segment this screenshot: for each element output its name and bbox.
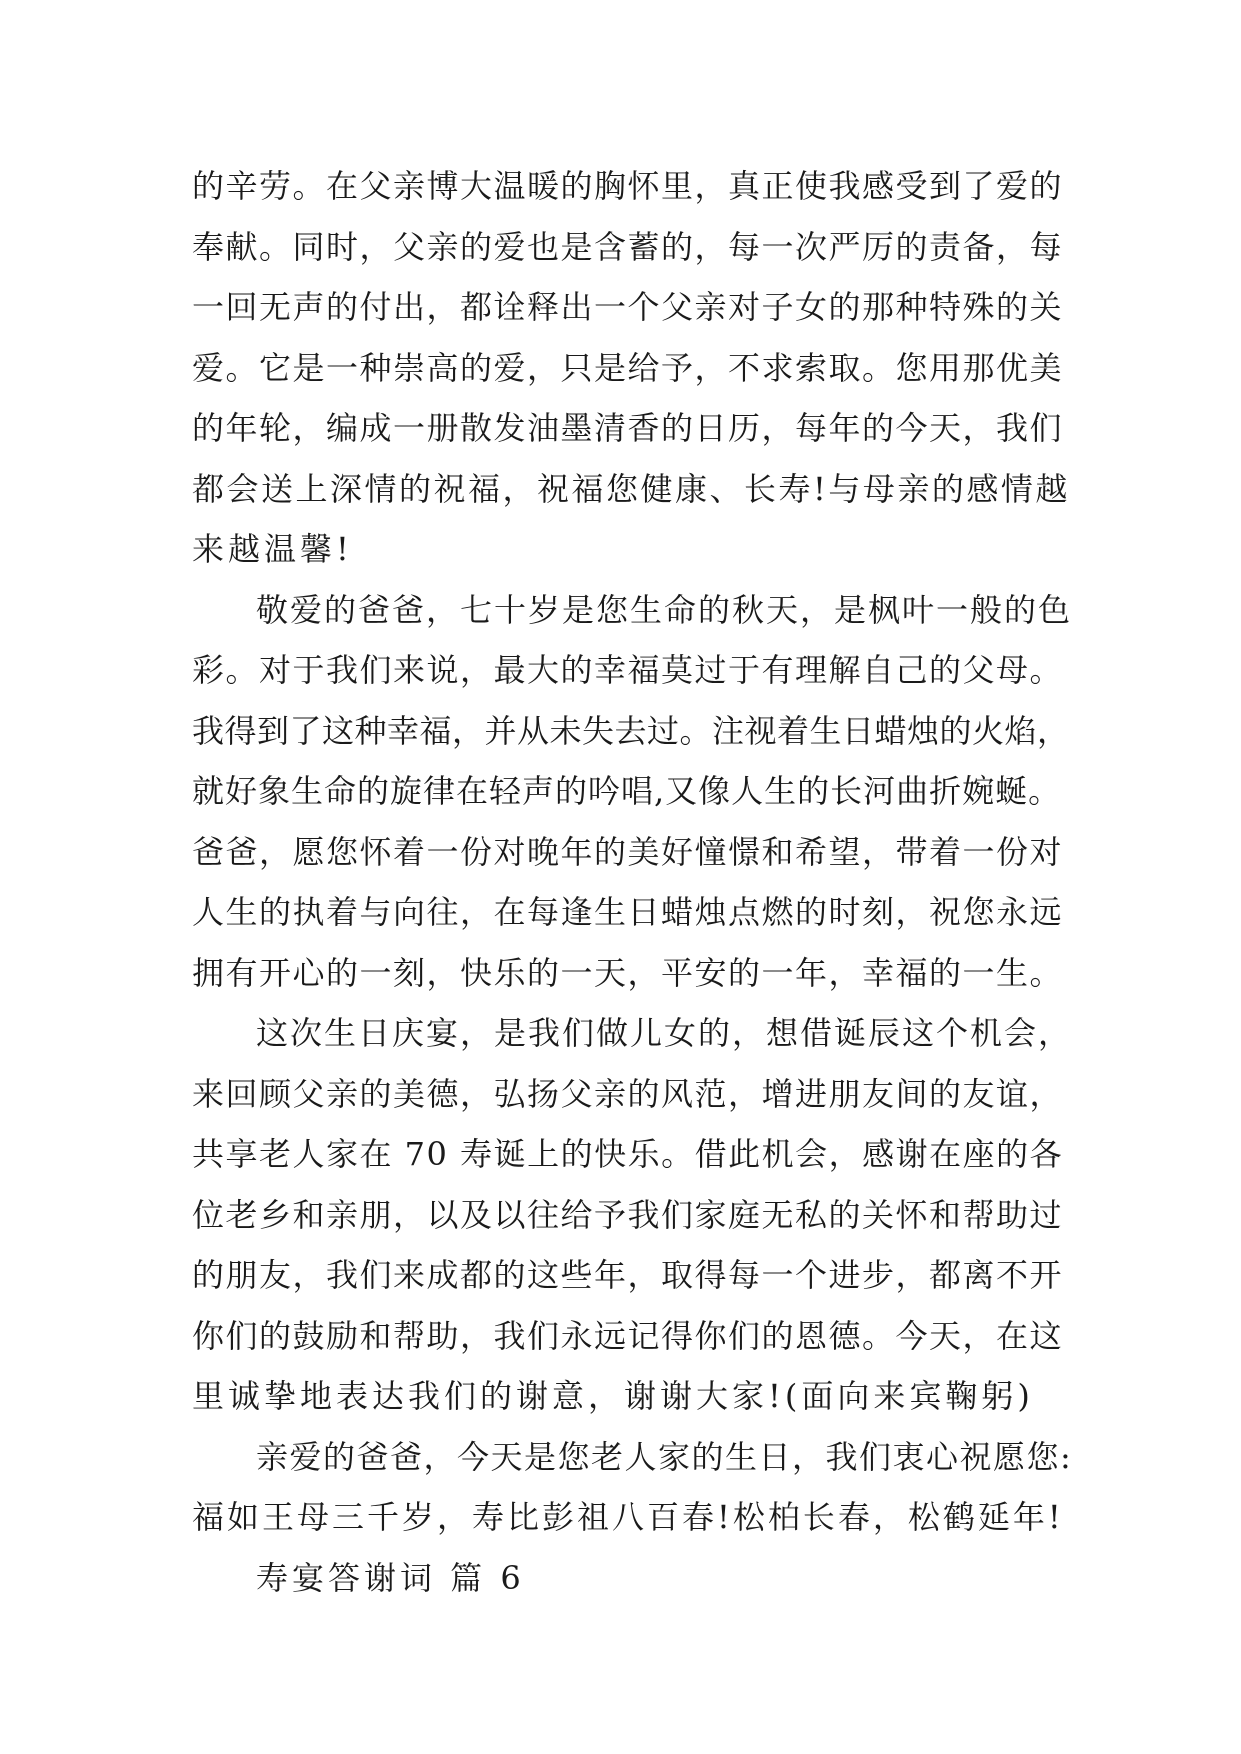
text-line: 的辛劳。在父亲博大温暖的胸怀里，真正使我感受到了爱的 bbox=[192, 167, 1064, 205]
heading-text: 寿宴答谢词 篇 6 bbox=[256, 1558, 525, 1597]
text-line: 就好象生命的旋律在轻声的吟唱,又像人生的长河曲折婉蜒。 bbox=[192, 772, 1062, 810]
section-heading bbox=[192, 1548, 1072, 1609]
text-line: 的朋友，我们来成都的这些年，取得每一个进步，都离不开 bbox=[192, 1256, 1064, 1294]
text-line: 人生的执着与向往，在每逢生日蜡烛点燃的时刻，祝您永远 bbox=[192, 893, 1064, 931]
paragraph-3 bbox=[192, 1003, 1072, 1427]
paragraph-1 bbox=[192, 156, 1072, 580]
text-line: 敬爱的爸爸，七十岁是您生命的秋天，是枫叶一般的色 bbox=[256, 590, 1073, 629]
text-line: 福如王母三千岁，寿比彭祖八百春!松柏长春，松鹤延年! bbox=[192, 1498, 1064, 1536]
text-line: 你们的鼓励和帮助，我们永远记得你们的恩德。今天，在这 bbox=[192, 1316, 1064, 1355]
text-line: 的年轮，编成一册散发油墨清香的日历，每年的今天，我们 bbox=[192, 409, 1064, 447]
text-line: 爱。它是一种崇高的爱，只是给予，不求索取。您用那优美 bbox=[192, 348, 1064, 387]
text-line: 奉献。同时，父亲的爱也是含蓄的，每一次严厉的责备，每 bbox=[192, 227, 1064, 266]
text-line: 拥有开心的一刻，快乐的一天，平安的一年，幸福的一生。 bbox=[192, 953, 1064, 992]
text-line: 来回顾父亲的美德，弘扬父亲的风范，增进朋友间的友谊， bbox=[192, 1074, 1064, 1113]
text-line: 爸爸，愿您怀着一份对晚年的美好憧憬和希望，带着一份对 bbox=[192, 832, 1064, 871]
text-line: 这次生日庆宴，是我们做儿女的，想借诞辰这个机会， bbox=[256, 1014, 1073, 1052]
document-body bbox=[192, 156, 1072, 1608]
text-line: 位老乡和亲朋，以及以往给予我们家庭无私的关怀和帮助过 bbox=[192, 1195, 1064, 1234]
paragraph-2 bbox=[192, 580, 1072, 1004]
text-line: 里诚挚地表达我们的谢意，谢谢大家!(面向来宾鞠躬) bbox=[192, 1377, 1034, 1415]
text-line: 都会送上深情的祝福，祝福您健康、长寿!与母亲的感情越 bbox=[192, 469, 1070, 508]
text-line: 来越温馨! bbox=[192, 530, 353, 568]
text-line: 亲爱的爸爸，今天是您老人家的生日，我们衷心祝愿您: bbox=[256, 1437, 1073, 1476]
text-line: 一回无声的付出，都诠释出一个父亲对子女的那种特殊的关 bbox=[192, 288, 1064, 326]
text-line: 共享老人家在 70 寿诞上的快乐。借此机会，感谢在座的各 bbox=[192, 1135, 1064, 1173]
paragraph-4 bbox=[192, 1427, 1072, 1548]
text-line: 我得到了这种幸福，并从未失去过。注视着生日蜡烛的火焰， bbox=[192, 711, 1070, 750]
text-line: 彩。对于我们来说，最大的幸福莫过于有理解自己的父母。 bbox=[192, 651, 1064, 689]
